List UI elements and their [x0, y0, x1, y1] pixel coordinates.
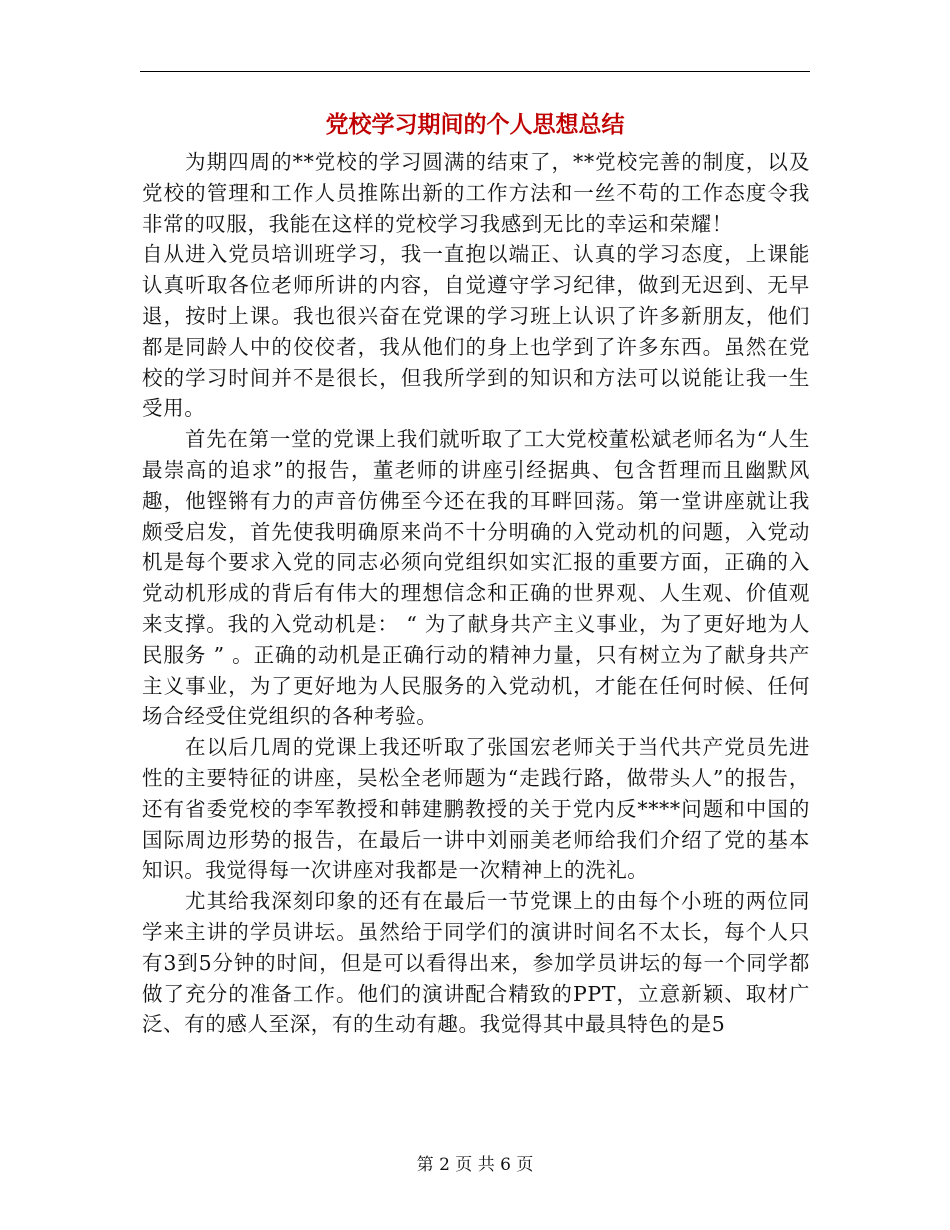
paragraph-1: 为期四周的**党校的学习圆满的结束了，**党校完善的制度，以及党校的管理和工作人员推陈出新的工作方法和一丝不苟的工作态度令我非常的叹服，我能在这样的党校学习我感到无比的幸运和荣耀！: [142, 150, 810, 236]
paragraph-2: 自从进入党员培训班学习，我一直抱以端正、认真的学习态度，上课能认真听取各位老师所讲的内容，自觉遵守学习纪律，做到无迟到、无早退，按时上课。我也很兴奋在党课的学习班上认识了许多新朋友，他们都是同龄人中的佼佼者，我从他们的身上也学到了许多东西。虽然在党校的学习时间并不是很长，但我所学到的知识和方法可以说能让我一生受用。: [142, 242, 810, 421]
paragraph-4: 在以后几周的党课上我还听取了张国宏老师关于当代共产党员先进性的主要特征的讲座，吴松全老师题为“走践行路，做带头人”的报告，还有省委党校的李军教授和韩建鹏教授的关于党内反****问题和中国的国际周边形势的报告，在最后一讲中刘丽美老师给我们介绍了党的基本知识。我觉得每一次讲座对我都是一次精神上的洗礼。: [142, 735, 810, 883]
page-number-footer: 第 2 页 共 6 页: [416, 1155, 534, 1175]
document-title: 党校学习期间的个人思想总结: [325, 111, 625, 138]
paragraph-3: 首先在第一堂的党课上我们就听取了工大党校董松斌老师名为“人生最崇高的追求”的报告，董老师的讲座引经据典、包含哲理而且幽默风趣，他铿锵有力的声音仿佛至今还在我的耳畔回荡。第一堂讲座就让我颇受启发，首先使我明确原来尚不十分明确的入党动机的问题，入党动机是每个要求入党的同志必须向党组织如实汇报的重要方面，正确的入党动机形成的背后有伟大的理想信念和正确的世界观、人生观、价值观来支撑。我的入党动机是： “ 为了献身共产主义事业，为了更好地为人民服务 ” 。正确的动机是正确行动的精神力量，只有树立为了献身共产主义事业，为了更好地为人民服务的入党动机，才能在任何时候、任何场合经受住党组织的各种考验。: [142, 427, 810, 729]
header-rule: [140, 71, 810, 72]
document-body: [142, 147, 810, 1040]
paragraph-5: 尤其给我深刻印象的还有在最后一节党课上的由每个小班的两位同学来主讲的学员讲坛。虽然给于同学们的演讲时间名不太长，每个人只有3到5分钟的时间，但是可以看得出来，参加学员讲坛的每一个同学都做了充分的准备工作。他们的演讲配合精致的PPT，立意新颖、取材广泛、有的感人至深，有的生动有趣。我觉得其中最具特色的是5: [142, 889, 810, 1037]
